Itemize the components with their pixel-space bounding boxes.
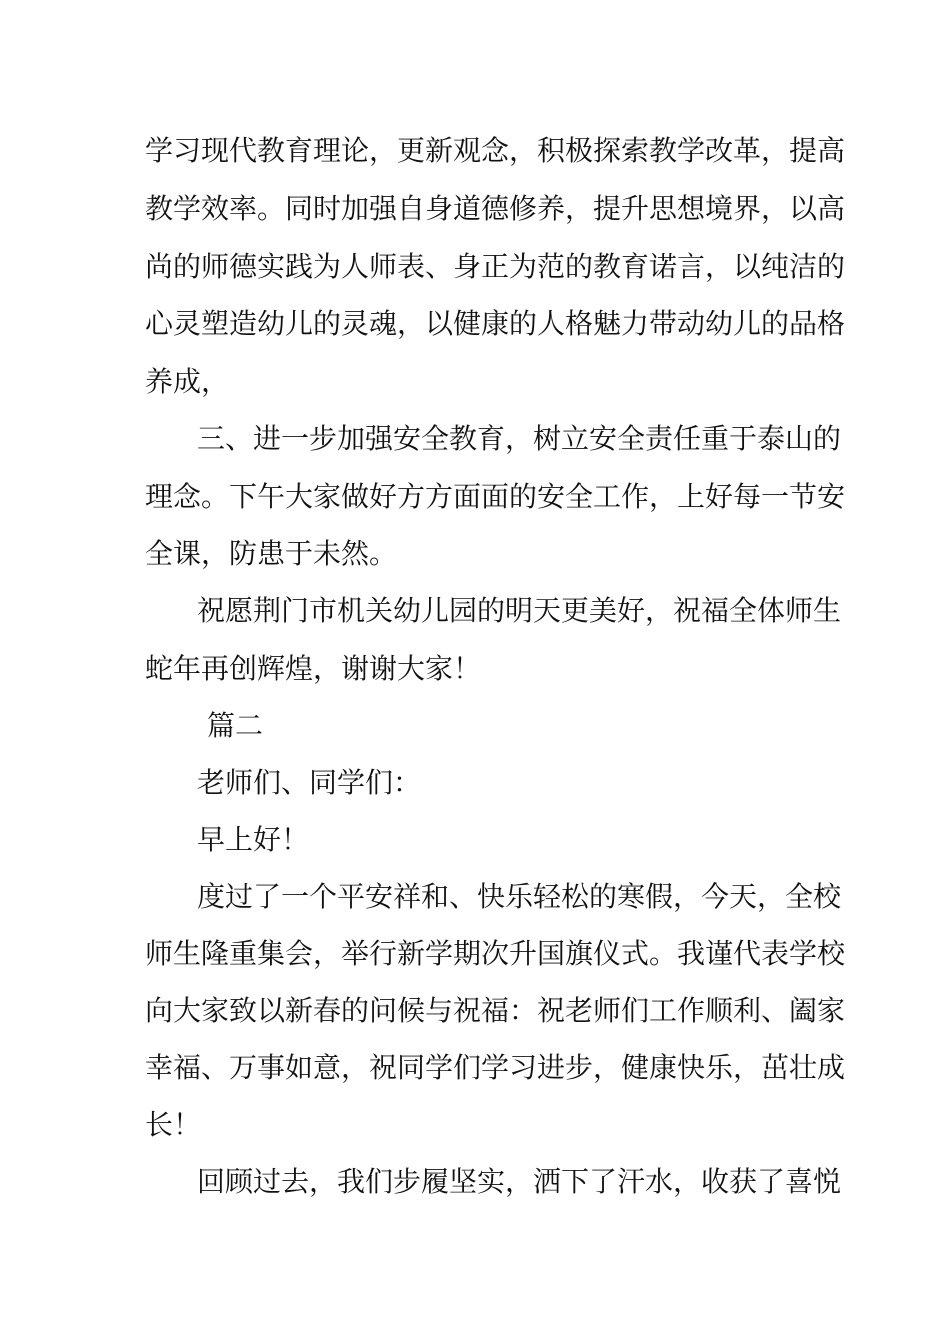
text-line: 师生隆重集会，举行新学期次升国旗仪式。我谨代表学校 [145,937,846,970]
text-line: 向大家致以新春的问候与祝福：祝老师们工作顺利、阖家 [145,994,846,1027]
text-line: 全课，防患于未然。 [145,537,398,570]
text-line: 长！ [145,1108,202,1141]
text-line: 心灵塑造幼儿的灵魂，以健康的人格魅力带动幼儿的品格 [145,307,846,340]
text-line: 教学效率。同时加强自身道德修养，提升思想境界，以高 [145,192,846,225]
text-line: 养成， [145,365,230,398]
text-line: 尚的师德实践为人师表、身正为范的教育诺言，以纯洁的 [145,250,846,283]
paragraph-start-line: 祝愿荆门市机关幼儿园的明天更美好，祝福全体师生 [197,594,842,627]
greeting-line: 早上好！ [197,823,310,856]
paragraph-start-line: 三、进一步加强安全教育，树立安全责任重于泰山的 [197,422,842,455]
text-line: 理念。下午大家做好方方面面的安全工作，上好每一节安 [145,480,846,513]
section-heading: 篇二 [207,709,264,742]
paragraph-start-line: 回顾过去，我们步履坚实，洒下了汗水，收获了喜悦 [197,1165,842,1198]
text-line: 蛇年再创辉煌，谢谢大家！ [145,652,482,685]
paragraph-start-line: 度过了一个平安祥和、快乐轻松的寒假，今天，全校 [197,880,842,913]
text-line: 幸福、万事如意，祝同学们学习进步，健康快乐，茁壮成 [145,1051,846,1084]
salutation-line: 老师们、同学们： [197,766,422,799]
text-line: 学习现代教育理论，更新观念，积极探索教学改革，提高 [145,134,846,167]
